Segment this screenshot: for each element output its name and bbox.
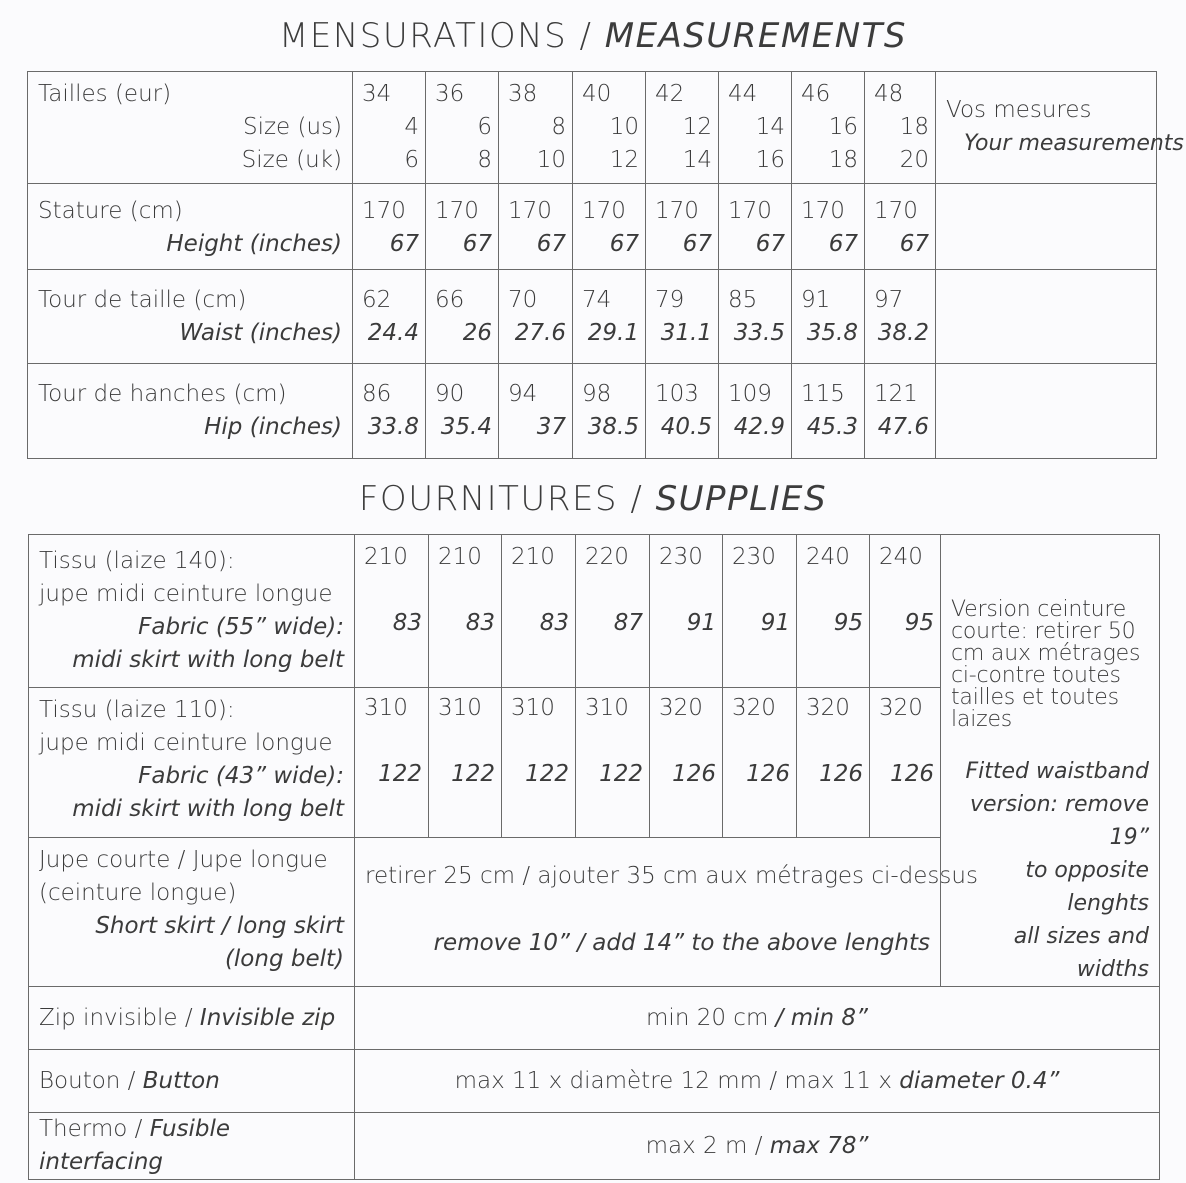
- supplies-title: [0, 479, 1186, 519]
- thermo-value-cell: [355, 1113, 1160, 1180]
- waist-label-fr: Tour de taille (cm): [38, 287, 247, 313]
- fabric-140-cm: 240: [879, 544, 923, 570]
- hip-cell: [646, 364, 719, 459]
- size-header-row: [28, 72, 1157, 184]
- height-cell: [792, 184, 865, 270]
- fabric-110-cm: 310: [438, 694, 482, 721]
- height-cm: 170: [582, 198, 626, 224]
- short-belt-note-cell: [941, 535, 1160, 987]
- size-uk: 10: [536, 147, 566, 173]
- hip-in: 40.5: [660, 414, 712, 440]
- fabric-55-label: Fabric (55” wide):: [138, 614, 344, 640]
- waist-in: 29.1: [587, 320, 639, 346]
- size-cell: [499, 72, 573, 184]
- measurements-title: [0, 16, 1186, 56]
- hip-cm: 86: [362, 381, 392, 407]
- fabric-43-in: 122: [599, 760, 643, 787]
- height-cm: 170: [508, 198, 552, 224]
- note-fr-line: laizes: [951, 707, 1013, 732]
- hip-in: 37: [536, 414, 566, 440]
- button-value-fr: max 11 x diamètre 12 mm / max 11 x: [454, 1067, 892, 1094]
- zip-row: [29, 987, 1160, 1050]
- fabric-110-skirt-label: jupe midi ceinture longue: [39, 729, 333, 756]
- hip-in: 42.9: [733, 414, 785, 440]
- size-us: 18: [899, 114, 929, 140]
- height-in: 67: [389, 231, 419, 257]
- your-height-cell: [936, 184, 1157, 270]
- supplies-title-fr: FOURNITURES /: [358, 479, 644, 519]
- waist-cm: 79: [655, 287, 685, 313]
- hip-cell: [792, 364, 865, 459]
- waist-in: 38.2: [877, 320, 929, 346]
- size-uk: 18: [828, 147, 858, 173]
- button-label-cell: [29, 1050, 355, 1113]
- fabric-110-cm: 320: [659, 694, 703, 721]
- note-fr-line: cm aux métrages: [951, 641, 1141, 666]
- button-value-en: diameter 0.4”: [899, 1067, 1060, 1094]
- fabric-140-cell: [576, 535, 650, 688]
- fabric-55-in: 83: [465, 610, 495, 636]
- fabric-140-cell: [429, 535, 502, 688]
- size-uk: 8: [477, 147, 492, 173]
- skirt-length-value-fr: retirer 25 cm / ajouter 35 cm aux métrages ci-dessus: [365, 863, 978, 890]
- measurements-table: [27, 71, 1184, 459]
- waist-cell: [792, 270, 865, 364]
- your-measurements-fr: Vos mesures: [946, 97, 1092, 123]
- your-measurements-en: Your measurements: [964, 131, 1184, 156]
- size-us: 6: [477, 114, 492, 140]
- fabric-140-cell: [723, 535, 797, 688]
- fabric-110-cell: [429, 687, 502, 838]
- skirt-belt-label-en: (long belt): [224, 946, 344, 973]
- fabric-140-cell: [502, 535, 576, 688]
- hip-label-fr: Tour de hanches (cm): [38, 381, 287, 407]
- waist-cm: 97: [874, 287, 904, 313]
- fabric-43-in: 126: [890, 760, 934, 787]
- fabric-110-label-cell: [29, 687, 355, 838]
- size-uk: 6: [404, 147, 419, 173]
- hip-cm: 94: [508, 381, 538, 407]
- fabric-43-in: 122: [451, 760, 495, 787]
- short-belt-note-en: [941, 731, 1159, 986]
- note-fr-line: tailles et toutes: [951, 685, 1119, 710]
- waist-label-en: Waist (inches): [179, 320, 342, 346]
- hip-in: 38.5: [587, 414, 639, 440]
- height-in: 67: [462, 231, 492, 257]
- hip-cell: [353, 364, 426, 459]
- fabric-55-in: 91: [760, 610, 790, 636]
- fabric-110-cm: 320: [879, 694, 923, 721]
- waist-in: 31.1: [660, 320, 712, 346]
- size-eur: 46: [801, 81, 831, 107]
- fabric-110-cm: 310: [585, 694, 629, 721]
- size-eur: 48: [874, 81, 904, 107]
- hip-in: 35.4: [440, 414, 492, 440]
- waist-cm: 70: [508, 287, 538, 313]
- short-belt-note-fr: [941, 535, 1159, 731]
- hip-cell: [426, 364, 499, 459]
- fabric-110-label: Tissu (laize 110):: [39, 696, 235, 723]
- height-label-cell: [28, 184, 353, 270]
- hip-cm: 103: [655, 381, 699, 407]
- fabric-43-in: 126: [672, 760, 716, 787]
- size-uk: 12: [609, 147, 639, 173]
- height-cell: [646, 184, 719, 270]
- hip-cell: [865, 364, 936, 459]
- height-cell: [426, 184, 499, 270]
- size-us: 16: [828, 114, 858, 140]
- height-cm: 170: [801, 198, 845, 224]
- thermo-row: [29, 1113, 1160, 1180]
- fabric-55-skirt-label: midi skirt with long belt: [72, 647, 344, 673]
- height-cell: [499, 184, 573, 270]
- fabric-55-in: 83: [392, 610, 422, 636]
- waist-in: 33.5: [733, 320, 785, 346]
- size-uk: 14: [682, 147, 712, 173]
- fabric-55-in: 95: [833, 610, 863, 636]
- height-in: 67: [536, 231, 566, 257]
- fabric-140-skirt-label: jupe midi ceinture longue: [39, 581, 333, 607]
- hip-cm: 98: [582, 381, 612, 407]
- height-in: 67: [682, 231, 712, 257]
- waist-cm: 91: [801, 287, 831, 313]
- height-label-fr: Stature (cm): [38, 198, 183, 224]
- zip-value-fr: min 20 cm: [646, 1004, 769, 1031]
- height-label-en: Height (inches): [166, 231, 342, 257]
- skirt-belt-label-fr: (ceinture longue): [39, 880, 237, 907]
- size-cell: [719, 72, 792, 184]
- your-measurements-cell: [936, 72, 1184, 184]
- height-in: 67: [755, 231, 785, 257]
- zip-value-en: / min 8”: [775, 1004, 868, 1031]
- button-label-fr: Bouton /: [39, 1067, 136, 1094]
- fabric-110-cell: [723, 687, 797, 838]
- size-us-label: Size (us): [242, 114, 342, 140]
- fabric-55-in: 87: [613, 610, 643, 636]
- note-en-line: to opposite lenghts: [1025, 858, 1149, 916]
- skirt-length-label-en: Short skirt / long skirt: [95, 913, 344, 940]
- note-fr-line: ci-contre toutes: [951, 663, 1121, 688]
- waist-cell: [646, 270, 719, 364]
- fabric-55-in: 91: [686, 610, 716, 636]
- note-en-line: all sizes and widths: [1013, 924, 1149, 982]
- hip-cm: 115: [801, 381, 845, 407]
- waist-cm: 85: [728, 287, 758, 313]
- supplies-title-en: SUPPLIES: [655, 479, 828, 519]
- fabric-140-cell: [870, 535, 941, 688]
- waist-cell: [499, 270, 573, 364]
- hip-in: 45.3: [806, 414, 858, 440]
- fabric-55-in: 83: [539, 610, 569, 636]
- zip-label-fr: Zip invisible /: [39, 1004, 193, 1031]
- measurements-title-fr: MENSURATIONS /: [279, 16, 593, 56]
- fabric-110-cm: 320: [732, 694, 776, 721]
- your-waist-cell: [936, 270, 1157, 364]
- hip-cell: [719, 364, 792, 459]
- fabric-140-cm: 210: [364, 544, 408, 570]
- skirt-length-label-fr: Jupe courte / Jupe longue: [39, 847, 328, 874]
- waist-cm: 74: [582, 287, 612, 313]
- height-cell: [353, 184, 426, 270]
- button-row: [29, 1050, 1160, 1113]
- waist-cell: [719, 270, 792, 364]
- button-value-cell: [355, 1050, 1160, 1113]
- fabric-140-cm: 230: [732, 544, 776, 570]
- height-in: 67: [609, 231, 639, 257]
- size-us: 4: [404, 114, 419, 140]
- size-eur: 38: [508, 81, 538, 107]
- zip-label-en: Invisible zip: [199, 1004, 336, 1031]
- hip-cell: [573, 364, 646, 459]
- fabric-110-cell: [502, 687, 576, 838]
- height-in: 67: [828, 231, 858, 257]
- skirt-length-label-cell: [29, 838, 355, 987]
- thermo-label-fr: Thermo /: [39, 1116, 143, 1142]
- waist-in: 35.8: [806, 320, 858, 346]
- thermo-value-fr: max 2 m /: [645, 1132, 763, 1159]
- size-us: 14: [755, 114, 785, 140]
- size-uk: 16: [755, 147, 785, 173]
- zip-value-cell: [355, 987, 1160, 1050]
- size-eur-label: Tailles (eur): [38, 81, 172, 107]
- fabric-140-row: [29, 535, 1160, 688]
- size-eur: 34: [362, 81, 392, 107]
- height-cm: 170: [874, 198, 918, 224]
- supplies-table: [28, 534, 1160, 1180]
- size-cell: [573, 72, 646, 184]
- hip-row: [28, 364, 1157, 459]
- your-hip-cell: [936, 364, 1157, 459]
- height-cell: [865, 184, 936, 270]
- note-en-line: version: remove 19”: [969, 792, 1149, 850]
- height-cell: [719, 184, 792, 270]
- waist-cell: [353, 270, 426, 364]
- fabric-43-in: 122: [378, 760, 422, 787]
- fabric-110-cm: 320: [806, 694, 850, 721]
- height-cm: 170: [655, 198, 699, 224]
- fabric-140-cm: 220: [585, 544, 629, 570]
- fabric-43-in: 126: [819, 760, 863, 787]
- height-in: 67: [899, 231, 929, 257]
- fabric-55-in: 95: [904, 610, 934, 636]
- hip-label-en: Hip (inches): [204, 414, 342, 440]
- hip-in: 33.8: [367, 414, 419, 440]
- size-eur: 36: [435, 81, 465, 107]
- size-eur: 44: [728, 81, 758, 107]
- hip-cell: [499, 364, 573, 459]
- waist-in: 27.6: [514, 320, 566, 346]
- height-cell: [573, 184, 646, 270]
- zip-label-cell: [29, 987, 355, 1050]
- size-cell: [353, 72, 426, 184]
- waist-row: [28, 270, 1157, 364]
- fabric-110-cell: [650, 687, 723, 838]
- hip-in: 47.6: [877, 414, 929, 440]
- thermo-label-cell: [29, 1113, 355, 1180]
- size-us: 12: [682, 114, 712, 140]
- hip-cm: 121: [874, 381, 918, 407]
- waist-cell: [426, 270, 499, 364]
- size-eur: 42: [655, 81, 685, 107]
- skirt-length-value-en: remove 10” / add 14” to the above lenghts: [433, 930, 930, 957]
- waist-cm: 62: [362, 287, 392, 313]
- measurements-title-en: MEASUREMENTS: [604, 16, 907, 56]
- fabric-140-label-cell: [29, 535, 355, 688]
- size-cell: [792, 72, 865, 184]
- height-cm: 170: [435, 198, 479, 224]
- note-en-line: Fitted waistband: [965, 759, 1149, 784]
- fabric-110-cell: [797, 687, 870, 838]
- height-row: [28, 184, 1157, 270]
- skirt-length-value-cell: [355, 838, 978, 987]
- thermo-label-en: Fusible interfacing: [39, 1116, 231, 1175]
- fabric-140-cm: 230: [659, 544, 703, 570]
- fabric-140-label: Tissu (laize 140):: [39, 548, 235, 574]
- size-cell: [426, 72, 499, 184]
- note-fr-line: Version ceinture: [951, 597, 1127, 622]
- height-cm: 170: [728, 198, 772, 224]
- fabric-140-cm: 240: [806, 544, 850, 570]
- size-uk-label: Size (uk): [241, 147, 342, 173]
- size-uk: 20: [899, 147, 929, 173]
- size-cell: [646, 72, 719, 184]
- fabric-43-in: 126: [746, 760, 790, 787]
- fabric-140-cm: 210: [511, 544, 555, 570]
- waist-in: 24.4: [367, 320, 419, 346]
- waist-cell: [573, 270, 646, 364]
- size-us: 8: [551, 114, 566, 140]
- fabric-110-cell: [576, 687, 650, 838]
- waist-in: 26: [462, 320, 492, 346]
- size-label-cell: [28, 72, 353, 184]
- fabric-140-cell: [797, 535, 870, 688]
- waist-cell: [865, 270, 936, 364]
- fabric-110-cm: 310: [364, 694, 408, 721]
- thermo-value-en: max 78”: [769, 1132, 869, 1159]
- size-cell: [865, 72, 936, 184]
- fabric-110-cm: 310: [511, 694, 555, 721]
- size-eur: 40: [582, 81, 612, 107]
- hip-label-cell: [28, 364, 353, 459]
- fabric-43-in: 122: [525, 760, 569, 787]
- fabric-140-cell: [355, 535, 429, 688]
- fabric-43-skirt-label: midi skirt with long belt: [72, 795, 344, 822]
- height-cm: 170: [362, 198, 406, 224]
- note-fr-line: courte: retirer 50: [951, 619, 1136, 644]
- fabric-110-cell: [355, 687, 429, 838]
- button-label-en: Button: [142, 1067, 220, 1094]
- waist-label-cell: [28, 270, 353, 364]
- hip-cm: 109: [728, 381, 772, 407]
- fabric-140-cm: 210: [438, 544, 482, 570]
- fabric-43-label: Fabric (43” wide):: [138, 762, 344, 789]
- waist-cm: 66: [435, 287, 465, 313]
- fabric-110-cell: [870, 687, 941, 838]
- hip-cm: 90: [435, 381, 465, 407]
- size-us: 10: [609, 114, 639, 140]
- fabric-140-cell: [650, 535, 723, 688]
